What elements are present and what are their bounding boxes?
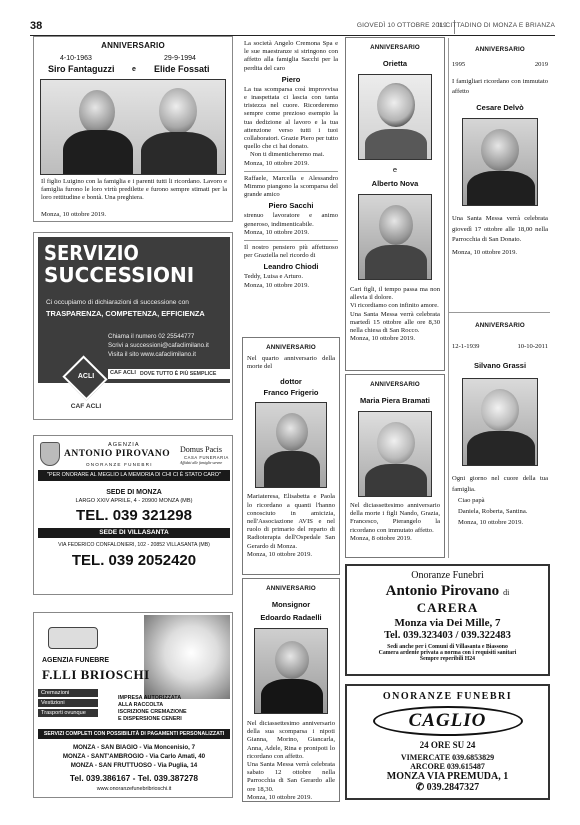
sede2-tel: TEL. 039 2052420: [71, 552, 197, 569]
ad-title-2: SUCCESSIONI: [44, 263, 195, 287]
anniversario-date: Monza, 10 ottobre 2019.: [41, 211, 107, 218]
anniversario-text: Daniela, Roberta, Santina.: [458, 508, 528, 516]
portrait-photo: [462, 118, 538, 206]
ad-antonio-pirovano: [33, 435, 233, 595]
page-number: 38: [30, 20, 43, 32]
caglio-logo: [373, 706, 523, 736]
domus-pacis: Domus Pacis: [180, 445, 222, 454]
brioschi-agenzia: AGENZIA FUNEBRE: [42, 657, 110, 664]
caglio-top: ONORANZE FUNEBRI: [382, 691, 513, 702]
ad-mail: Scrivi a successioni@cafaclimilano.it: [108, 342, 209, 349]
title: dottor: [280, 377, 302, 387]
right-line: ISCRIZIONE CREMAZIONE: [118, 709, 187, 715]
portrait-photo: [254, 628, 328, 714]
year-right: 2019: [534, 61, 548, 68]
anniversario-radaelli: [242, 578, 340, 802]
brioschi-right-text: [118, 695, 208, 723]
anniversario-text: Ciao papà: [458, 497, 485, 504]
ad-carera: [345, 564, 550, 676]
ad-brioschi: [33, 612, 233, 798]
anniversario-text: Mariateresa, Elisabetta e Paola lo ricordano a quanti l'hanno conosciuto in amicizia, nell'Associazione AVIS e nel ruolo di primario del reparto di Radioterapia dell'Ospedale San Gerardo di Monza.: [247, 493, 335, 550]
anniversario-date: Monza, 10 ottobre 2019.: [458, 519, 524, 527]
sede2-addr: VIA FEDERICO CONFALONIERI, 102 - 20852 VILLASANTA (MB): [58, 542, 210, 548]
anniversario-delvo: [450, 40, 550, 308]
date-right: 10-10-2011: [517, 343, 548, 350]
portrait-photo: [255, 402, 327, 488]
anniversario-label: ANNIVERSARIO: [101, 41, 165, 50]
anniversario-label: ANNIVERSARIO: [475, 322, 525, 329]
anniversario-date: Monza, 10 ottobre 2019.: [247, 550, 313, 558]
anniversario-fantaguzzi-fossati: [33, 36, 233, 222]
service-item: Vestizioni: [38, 699, 98, 707]
pirovano-name: ANTONIO PIROVANO: [64, 449, 171, 459]
anniversario-text: I famigliari ricordano con immutato affetto: [452, 78, 548, 95]
flower-image: [144, 615, 230, 699]
portrait-photo-alberto: [358, 194, 432, 280]
necrologio-date: Monza, 10 ottobre 2019.: [244, 228, 310, 236]
deceased-name: Leandro Chiodi: [263, 262, 319, 272]
acli-caption: CAF ACLI: [70, 403, 102, 410]
brioschi-name: F.LLI BRIOSCHI: [42, 667, 150, 682]
brioschi-addr3: MONZA - SAN FRUTTUOSO - Via Puglia, 14: [70, 762, 198, 769]
deceased-name: Cesare Delvò: [476, 103, 524, 112]
carriage-icon: [48, 627, 98, 649]
ad-servizio-successioni: [33, 232, 233, 420]
couple-photo: [40, 79, 226, 175]
ad-call: Chiama il numero 02 25544777: [108, 333, 195, 340]
crest-icon: [40, 442, 60, 466]
deceased-name: Silvano Grassi: [473, 361, 527, 370]
date-left: 4-10-1963: [60, 55, 92, 62]
domus-tag: Affidati alle famiglie serene: [180, 461, 223, 465]
caglio-monza: MONZA VIA PREMUDA, 1: [386, 771, 509, 782]
brioschi-banner: SERVIZI COMPLETI CON POSSIBILITÀ DI PAGAMENTI PERSONALIZZATI: [43, 731, 225, 737]
anniversario-text: Una Santa Messa verrà celebrata martedì 15 ottobre alle ore 8,30 nella chiesa di San Rocco.: [350, 310, 440, 335]
page-header: [30, 20, 555, 36]
anniversario-grassi: [450, 316, 550, 556]
necrologio-text: La società Angelo Cremona Spa e le sue maestranze si stringono con affetto alla famiglia Sacchi per la perdita del caro: [244, 40, 338, 72]
ad-title-1: SERVIZIO: [44, 241, 139, 265]
newspaper-name: IL CITTADINO DI MONZA E BRIANZA: [437, 22, 555, 29]
date-right: 29-9-1994: [164, 55, 196, 62]
brioschi-web: www.onoranzefunebribrioschi.it: [96, 786, 172, 792]
year-row: [450, 61, 550, 71]
carera-line3: Sempre reperibili H24: [419, 656, 476, 662]
anniversario-text: Vi ricordiamo con infinito amore.: [350, 302, 439, 310]
right-line: E DISPERSIONE CENERI: [118, 716, 182, 722]
date-row: [450, 343, 550, 353]
pirovano-sub: ONORANZE FUNEBRI: [86, 462, 153, 467]
anniversario-date: Monza, 10 ottobre 2019.: [350, 335, 416, 343]
anniversario-label: ANNIVERSARIO: [370, 44, 420, 51]
portrait-photo-orietta: [358, 74, 432, 160]
deceased-name: Piero: [281, 74, 301, 84]
anniversario-text: Cari figli, il tempo passa ma non allevia il dolore.: [350, 286, 440, 302]
brioschi-addr1: MONZA - SAN BIAGIO - Via Moncenisio, 7: [72, 744, 196, 751]
necrologio-text: Teddy, Luisa e Arturo.: [244, 273, 303, 281]
anniversario-date: Monza, 10 ottobre 2019.: [247, 793, 313, 801]
brioschi-addr2: MONZA - SANT'AMBROGIO - Via Carlo Amati, 40: [62, 753, 206, 760]
service-item: Trasporti ovunque: [38, 709, 98, 717]
carera-name-row: [347, 582, 548, 600]
domus-sub: CASA FUNERARIA: [184, 455, 229, 460]
carera-address: Monza via Dei Mille, 7: [394, 617, 501, 629]
carera-line1: Sedi anche per i Comuni di Villasanta e Biassono: [387, 644, 508, 650]
sede1-title: SEDE DI MONZA: [106, 489, 162, 496]
pirovano-motto: "PER ONORARE AL MEGLIO LA MEMORIA DI CHI CI È STATO CARO": [47, 472, 221, 478]
necrologio-date: Monza, 10 ottobre 2019.: [244, 281, 310, 289]
service-item: Cremazioni: [38, 689, 98, 697]
anniversario-orietta-alberto: [345, 37, 445, 371]
sede2-title: SEDE DI VILLASANTA: [99, 529, 169, 536]
anniversario-text: Nel quarto anniversario della morte del: [247, 355, 335, 371]
necrologio-date: Monza, 10 ottobre 2019.: [244, 159, 310, 167]
anniversario-text: Nel diciassettesimo anniversario della sua scomparsa i nipoti Gianna, Morino, Giancarla, Anna, Adele, Rina e pronipoti lo ricordano con affetto.: [247, 720, 335, 760]
anniversario-text: Il figlio Luigino con la famiglia e i parenti tutti li ricordano. Lavoro e famiglia furono le loro virtù predilette e furono sempre stimati per la loro rettitudine e bontà. Una preghiera.: [41, 178, 227, 202]
anniversario-text: Una Santa Messa verrà celebrata giovedì 17 ottobre alle 18,00 nella Parrocchia di San Donato.: [452, 215, 548, 243]
caglio-name: CAGLIO: [408, 710, 487, 731]
deceased-name: Franco Frigerio: [263, 388, 319, 398]
caglio-h24: 24 ORE SU 24: [419, 740, 476, 750]
pirovano-agenzia: AGENZIA: [108, 442, 140, 448]
portrait-photo: [358, 411, 432, 497]
name-left: Siro Fantaguzzi: [48, 64, 115, 74]
services-list: [38, 689, 98, 717]
ad-sub-1: Ci occupiamo di dichiarazioni di successione con: [46, 299, 189, 306]
anniversario-label: ANNIVERSARIO: [475, 46, 525, 53]
carera-di: di: [503, 588, 510, 597]
ad-tagline: DOVE TUTTO È PIÙ SEMPLICE: [140, 371, 217, 377]
conj: e: [132, 66, 136, 73]
caglio-arcore: ARCORE 039.615487: [410, 762, 485, 771]
anniversario-label: ANNIVERSARIO: [266, 585, 316, 592]
necrologio-text: Il nostro pensiero più affettuoso per Graziella nel ricordo di: [244, 244, 338, 260]
right-line: ALLA RACCOLTA: [118, 702, 164, 708]
brioschi-tel: Tel. 039.386167 - Tel. 039.387278: [69, 773, 199, 783]
deceased-name: Maria Piera Bramati: [359, 396, 431, 405]
anniversario-date: Monza, 10 ottobre 2019.: [452, 248, 518, 256]
carera-tel: Tel. 039.323403 / 039.322483: [384, 630, 511, 641]
ad-web: Visita il sito www.cafaclimilano.it: [108, 351, 196, 358]
necrologio-text: Non ti dimenticheremo mai.: [250, 151, 325, 159]
ad-sub-2: TRASPARENZA, COMPETENZA, EFFICIENZA: [46, 309, 205, 318]
anniversario-label: ANNIVERSARIO: [370, 381, 420, 388]
portrait-photo: [462, 378, 538, 466]
ad-caglio: [345, 684, 550, 800]
anniversario-bramati: [345, 374, 445, 558]
carera-name2: CARERA: [416, 600, 479, 615]
deceased-name: Edoardo Radaelli: [260, 613, 322, 622]
necrologio-text: strenuo lavoratore e animo generoso, indimenticabile.: [244, 212, 338, 228]
column-2: [244, 40, 338, 290]
title: Monsignor: [271, 600, 311, 609]
deceased-name: Alberto Nova: [371, 179, 419, 188]
sede1-addr: LARGO XXIV APRILE, 4 - 20900 MONZA (MB): [75, 498, 193, 504]
anniversario-text: Nel diciassettesimo anniversario della morte i figli Nando, Grazia, Francesco, Pierangelo la ricordano con immutato affetto.: [350, 502, 440, 534]
issue-date: GIOVEDÌ 10 OTTOBRE 2019: [356, 22, 447, 29]
anniversario-frigerio: [242, 337, 340, 575]
necrologio-text: Raffaele, Marcella e Alessandro Mimmo piangono la scomparsa del grande amico: [244, 174, 338, 199]
anniversario-date: Monza, 8 ottobre 2019.: [350, 534, 412, 542]
caglio-vimercate: VIMERCATE 039.6853829: [400, 753, 495, 762]
sede1-tel: TEL. 039 321298: [76, 507, 192, 524]
deceased-name: Orietta: [382, 59, 408, 68]
carera-name: Antonio Pirovano: [385, 583, 500, 599]
deceased-name: Piero Sacchi: [268, 201, 314, 211]
conj: e: [392, 165, 398, 174]
carera-top: Onoranze Funebri: [411, 570, 484, 581]
ad-tag-logo: CAF ACLI: [110, 370, 136, 376]
anniversario-text: Ogni giorno nel cuore della tua famiglia.: [452, 475, 548, 493]
carera-line2: Camera ardente privata a norma con i requisiti sanitari: [378, 650, 517, 656]
anniversario-label: ANNIVERSARIO: [266, 344, 316, 351]
name-right: Elide Fossati: [154, 64, 210, 74]
year-left: 1995: [452, 61, 466, 68]
acli-logo-text: ACLI: [77, 373, 95, 380]
date-left: 12-1-1939: [452, 343, 480, 350]
right-line: IMPRESA AUTORIZZATA: [118, 695, 182, 701]
caglio-tel: ✆ 039.2847327: [415, 782, 480, 793]
necrologio-text: La tua scomparsa così improvvisa e inaspettata ci lascia con tanta tristezza nel cuore. Ricorderemo sempre come prezioso esempio la tua dedizione al lavoro e la tua attenzione verso tutti i tuoi collaboratori. Grazie Piero per tutto quello che ci hai donato.: [244, 85, 338, 151]
anniversario-text: Una Santa Messa verrà celebrata sabato 12 ottobre nella Parrocchia di San Gerardo alle ore 18,30.: [247, 761, 335, 793]
